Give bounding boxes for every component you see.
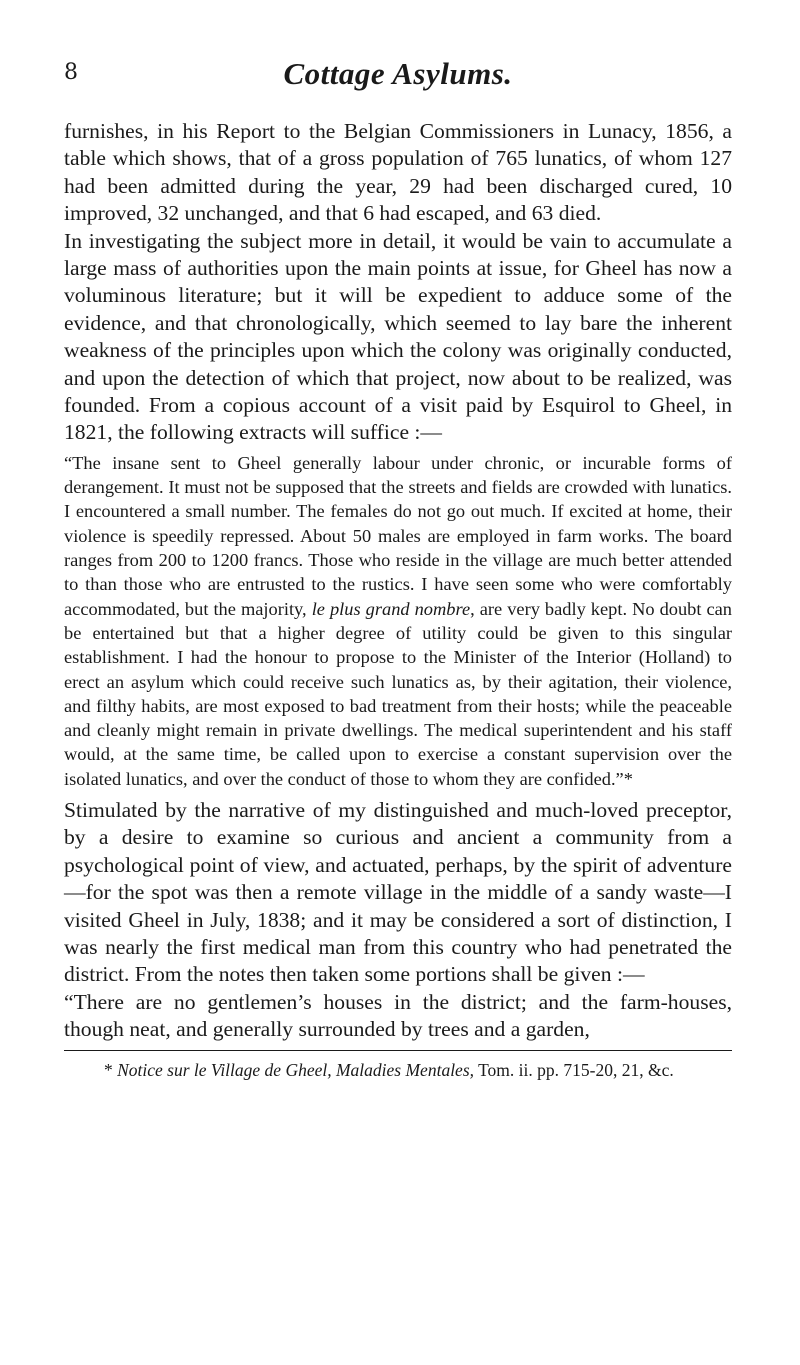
footnote <box>64 1059 732 1081</box>
paragraph-stimulated: Stimulated by the narrative of my distinguished and much-loved preceptor, by a desire to examine so curious and ancient a community from a psychological point of view, and actuated, perhaps, by the spirit of adventure—for the spot was then a remote village in the middle of a sandy waste—I visited Gheel in July, 1838; and it may be considered a sort of distinction, I was nearly the first medical man from this country who had penetrated the district. From the notes then taken some portions shall be given :— <box>64 798 732 987</box>
footnote-marker: * <box>104 1059 113 1080</box>
paragraph-report-table: furnishes, in his Report to the Belgian Commissioners in Lunacy, 1856, a table which shows, that of a gross population of 765 lunatics, of whom 127 had been admitted during the year, 29 had been discharged cured, 10 improved, 32 unchanged, and that 6 had escaped, and 63 died. <box>64 119 732 226</box>
footnote-title: Notice sur le Village de Gheel, Maladies Mentales, <box>117 1059 475 1080</box>
page-number: 8 <box>64 60 78 85</box>
book-page <box>64 56 732 1081</box>
quote-esquirol <box>64 451 732 791</box>
running-title: Cottage Asylums. <box>283 56 513 91</box>
quote-gentlemen-houses: “There are no gentlemen’s houses in the district; and the farm-houses, though neat, and generally surrounded by trees and a garden, <box>64 989 732 1042</box>
page-header <box>64 56 732 100</box>
footnote-reference: Tom. ii. pp. 715-20, 21, &c. <box>478 1059 674 1080</box>
footnote-rule <box>64 1050 732 1051</box>
quote-esquirol-part1: “The insane sent to Gheel generally labour under chronic, or incurable forms of derangement. It must not be supposed that the streets and fields are crowded with lunatics. I encountered a small number. The females do not go out much. If excited at home, their violence is speedily repressed. About 50 males are employed in farm works. The board ranges from 200 to 1200 francs. Those who reside in the village are much better attended to than those who are entrusted to the rustics. I have seen some who were comfortably accommodated, but the majority, <box>64 452 732 619</box>
quote-esquirol-part2: , are very badly kept. No doubt can be entertained but that a higher degree of utility could be given to this singular establishment. I had the honour to propose to the Minister of the Interior (Holland) to erect an asylum which could receive such lunatics as, by their agitation, their violence, and filthy habits, are most exposed to bad treatment from their hosts; while the peaceable and cleanly might remain in private dwellings. The medical superintendent and his staff would, at the same time, be called upon to exercise a constant supervision over the isolated lunatics, and over the conduct of those to whom they are confided.”* <box>64 598 733 789</box>
quote-esquirol-italic: le plus grand nombre <box>311 598 471 619</box>
paragraph-investigating: In investigating the subject more in detail, it would be vain to accumulate a large mass of authorities upon the main points at issue, for Gheel has now a voluminous literature; but it will be expedient to adduce some of the evidence, and that chronologically, which seemed to lay bare the inherent weakness of the principles upon which the colony was originally conducted, and upon the detection of which that project, now about to be realized, was founded. From a copious account of a visit paid by Esquirol to Gheel, in 1821, the following extracts will suffice :— <box>64 228 732 445</box>
body-text <box>64 118 732 1044</box>
